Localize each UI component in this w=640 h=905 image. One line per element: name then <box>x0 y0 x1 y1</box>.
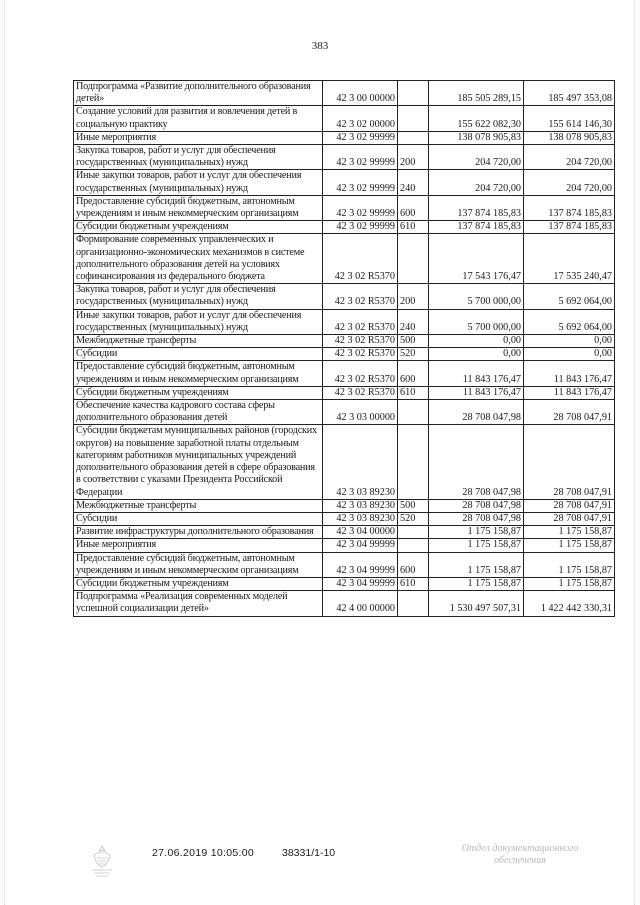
row-expense-type: 610 <box>398 221 429 234</box>
row-amount-actual: 11 843 176,47 <box>524 386 615 399</box>
table-row <box>74 106 615 131</box>
page-number: 383 <box>311 40 329 52</box>
row-target-code: 42 3 03 89230 <box>323 512 398 525</box>
table-row <box>74 526 615 539</box>
table-row <box>74 400 615 425</box>
row-target-code: 42 3 02 99999 <box>323 170 398 195</box>
row-amount-actual: 185 497 353,08 <box>524 81 615 106</box>
table-row <box>74 335 615 348</box>
row-amount-plan: 0,00 <box>429 348 524 361</box>
budget-table-body <box>74 81 615 617</box>
watermark-line-1: Отдел документационного <box>461 843 579 854</box>
row-amount-actual: 1 175 158,87 <box>524 539 615 552</box>
watermark-line-2: обеспечения <box>494 855 546 866</box>
row-name: Предоставление субсидий бюджетным, автономным учреждениям и иным некоммерческим организациям <box>74 195 323 220</box>
row-target-code: 42 3 03 00000 <box>323 400 398 425</box>
row-name: Иные мероприятия <box>74 539 323 552</box>
row-name: Субсидии бюджетным учреждениям <box>74 386 323 399</box>
row-amount-plan: 138 078 905,83 <box>429 131 524 144</box>
row-name: Предоставление субсидий бюджетным, автономным учреждениям и иным некоммерческим организациям <box>74 552 323 577</box>
row-name: Закупка товаров, работ и услуг для обеспечения государственных (муниципальных) нужд <box>74 145 323 170</box>
row-amount-actual: 137 874 185,83 <box>524 221 615 234</box>
row-amount-actual: 204 720,00 <box>524 170 615 195</box>
row-amount-actual: 1 175 158,87 <box>524 577 615 590</box>
row-name: Межбюджетные трансферты <box>74 335 323 348</box>
table-row <box>74 170 615 195</box>
row-target-code: 42 4 00 00000 <box>323 591 398 616</box>
row-amount-plan: 28 708 047,98 <box>429 512 524 525</box>
row-name: Обеспечение качества кадрового состава сферы дополнительного образования детей <box>74 400 323 425</box>
row-target-code: 42 3 02 R5370 <box>323 386 398 399</box>
table-row <box>74 284 615 309</box>
row-name: Развитие инфраструктуры дополнительного образования <box>74 526 323 539</box>
row-amount-actual: 155 614 146,30 <box>524 106 615 131</box>
row-amount-plan: 137 874 185,83 <box>429 221 524 234</box>
row-expense-type: 520 <box>398 348 429 361</box>
table-row <box>74 425 615 499</box>
table-row <box>74 361 615 386</box>
table-row <box>74 81 615 106</box>
row-name: Подпрограмма «Развитие дополнительного образования детей» <box>74 81 323 106</box>
row-name: Подпрограмма «Реализация современных моделей успешной социализации детей» <box>74 591 323 616</box>
row-name: Закупка товаров, работ и услуг для обеспечения государственных (муниципальных) нужд <box>74 284 323 309</box>
row-name: Иные закупки товаров, работ и услуг для обеспечения государственных (муниципальных) нужд <box>74 309 323 334</box>
row-amount-plan: 5 700 000,00 <box>429 284 524 309</box>
row-amount-plan: 0,00 <box>429 335 524 348</box>
row-target-code: 42 3 04 99999 <box>323 552 398 577</box>
row-expense-type <box>398 81 429 106</box>
row-expense-type: 520 <box>398 512 429 525</box>
table-row <box>74 145 615 170</box>
seal-icon <box>88 843 116 879</box>
row-expense-type <box>398 106 429 131</box>
table-row <box>74 195 615 220</box>
row-amount-plan: 17 543 176,47 <box>429 234 524 284</box>
row-amount-plan: 1 175 158,87 <box>429 526 524 539</box>
row-target-code: 42 3 02 99999 <box>323 145 398 170</box>
table-row <box>74 348 615 361</box>
row-amount-plan: 11 843 176,47 <box>429 386 524 399</box>
footer-timestamp: 27.06.2019 10:05:00 <box>152 847 255 859</box>
row-target-code: 42 3 00 00000 <box>323 81 398 106</box>
budget-table <box>73 80 615 617</box>
page-footer <box>0 843 640 883</box>
row-expense-type <box>398 425 429 499</box>
row-amount-actual: 17 535 240,47 <box>524 234 615 284</box>
scan-edge-right <box>634 0 635 905</box>
row-amount-plan: 137 874 185,83 <box>429 195 524 220</box>
row-amount-plan: 28 708 047,98 <box>429 425 524 499</box>
table-row <box>74 386 615 399</box>
row-name: Субсидии бюджетным учреждениям <box>74 577 323 590</box>
row-amount-actual: 28 708 047,91 <box>524 512 615 525</box>
table-row <box>74 552 615 577</box>
row-name: Создание условий для развития и вовлечения детей в социальную практику <box>74 106 323 131</box>
row-target-code: 42 3 02 99999 <box>323 131 398 144</box>
row-amount-plan: 204 720,00 <box>429 170 524 195</box>
footer-document-number: 38331/1-10 <box>282 847 336 859</box>
row-target-code: 42 3 04 99999 <box>323 577 398 590</box>
row-expense-type <box>398 234 429 284</box>
row-expense-type: 610 <box>398 577 429 590</box>
row-target-code: 42 3 03 89230 <box>323 425 398 499</box>
row-expense-type <box>398 591 429 616</box>
row-amount-actual: 0,00 <box>524 348 615 361</box>
row-target-code: 42 3 03 89230 <box>323 499 398 512</box>
row-target-code: 42 3 04 99999 <box>323 539 398 552</box>
row-target-code: 42 3 02 R5370 <box>323 309 398 334</box>
row-expense-type: 600 <box>398 195 429 220</box>
row-amount-plan: 28 708 047,98 <box>429 499 524 512</box>
row-amount-plan: 1 175 158,87 <box>429 552 524 577</box>
row-expense-type: 200 <box>398 284 429 309</box>
row-target-code: 42 3 02 99999 <box>323 195 398 220</box>
table-row <box>74 309 615 334</box>
row-expense-type: 240 <box>398 170 429 195</box>
row-amount-plan: 1 530 497 507,31 <box>429 591 524 616</box>
table-row <box>74 234 615 284</box>
row-name: Субсидии <box>74 348 323 361</box>
row-amount-plan: 28 708 047,98 <box>429 400 524 425</box>
row-name: Предоставление субсидий бюджетным, автономным учреждениям и иным некоммерческим организациям <box>74 361 323 386</box>
row-expense-type: 240 <box>398 309 429 334</box>
row-amount-plan: 185 505 289,15 <box>429 81 524 106</box>
row-name: Субсидии <box>74 512 323 525</box>
row-amount-actual: 11 843 176,47 <box>524 361 615 386</box>
row-target-code: 42 3 02 R5370 <box>323 284 398 309</box>
row-target-code: 42 3 02 99999 <box>323 221 398 234</box>
row-target-code: 42 3 02 R5370 <box>323 234 398 284</box>
row-name: Формирование современных управленческих и организационно-экономических механизмов в системе дополнительного образования детей на условиях софинансирования из федерального бюджета <box>74 234 323 284</box>
row-amount-actual: 5 692 064,00 <box>524 284 615 309</box>
row-expense-type <box>398 400 429 425</box>
row-amount-actual: 204 720,00 <box>524 145 615 170</box>
row-amount-plan: 1 175 158,87 <box>429 577 524 590</box>
table-row <box>74 131 615 144</box>
table-row <box>74 591 615 616</box>
row-target-code: 42 3 02 00000 <box>323 106 398 131</box>
row-expense-type: 500 <box>398 335 429 348</box>
row-amount-actual: 28 708 047,91 <box>524 499 615 512</box>
row-amount-actual: 1 422 442 330,31 <box>524 591 615 616</box>
department-watermark <box>440 843 600 867</box>
row-target-code: 42 3 02 R5370 <box>323 348 398 361</box>
row-amount-plan: 1 175 158,87 <box>429 539 524 552</box>
row-amount-actual: 1 175 158,87 <box>524 526 615 539</box>
row-name: Иные мероприятия <box>74 131 323 144</box>
row-amount-actual: 1 175 158,87 <box>524 552 615 577</box>
row-expense-type: 200 <box>398 145 429 170</box>
row-expense-type <box>398 539 429 552</box>
row-name: Субсидии бюджетным учреждениям <box>74 221 323 234</box>
row-expense-type: 600 <box>398 361 429 386</box>
row-amount-actual: 138 078 905,83 <box>524 131 615 144</box>
table-row <box>74 221 615 234</box>
row-name: Иные закупки товаров, работ и услуг для обеспечения государственных (муниципальных) нужд <box>74 170 323 195</box>
row-amount-plan: 5 700 000,00 <box>429 309 524 334</box>
row-amount-actual: 28 708 047,91 <box>524 400 615 425</box>
row-expense-type: 600 <box>398 552 429 577</box>
row-target-code: 42 3 02 R5370 <box>323 335 398 348</box>
table-row <box>74 539 615 552</box>
table-row <box>74 577 615 590</box>
scan-edge-left <box>4 0 5 905</box>
row-amount-actual: 5 692 064,00 <box>524 309 615 334</box>
row-expense-type: 610 <box>398 386 429 399</box>
row-target-code: 42 3 04 00000 <box>323 526 398 539</box>
row-name: Субсидии бюджетам муниципальных районов (городских округов) на повышение заработной платы отдельным категориям работников муниципальных учреждений дополнительного образования детей в сфере образования в соответствии с указами Президента Российской Федерации <box>74 425 323 499</box>
row-amount-actual: 28 708 047,91 <box>524 425 615 499</box>
table-row <box>74 512 615 525</box>
row-expense-type <box>398 526 429 539</box>
row-amount-plan: 155 622 082,30 <box>429 106 524 131</box>
row-expense-type: 500 <box>398 499 429 512</box>
row-expense-type <box>398 131 429 144</box>
row-amount-plan: 204 720,00 <box>429 145 524 170</box>
row-name: Межбюджетные трансферты <box>74 499 323 512</box>
row-target-code: 42 3 02 R5370 <box>323 361 398 386</box>
table-row <box>74 499 615 512</box>
row-amount-plan: 11 843 176,47 <box>429 361 524 386</box>
row-amount-actual: 137 874 185,83 <box>524 195 615 220</box>
row-amount-actual: 0,00 <box>524 335 615 348</box>
